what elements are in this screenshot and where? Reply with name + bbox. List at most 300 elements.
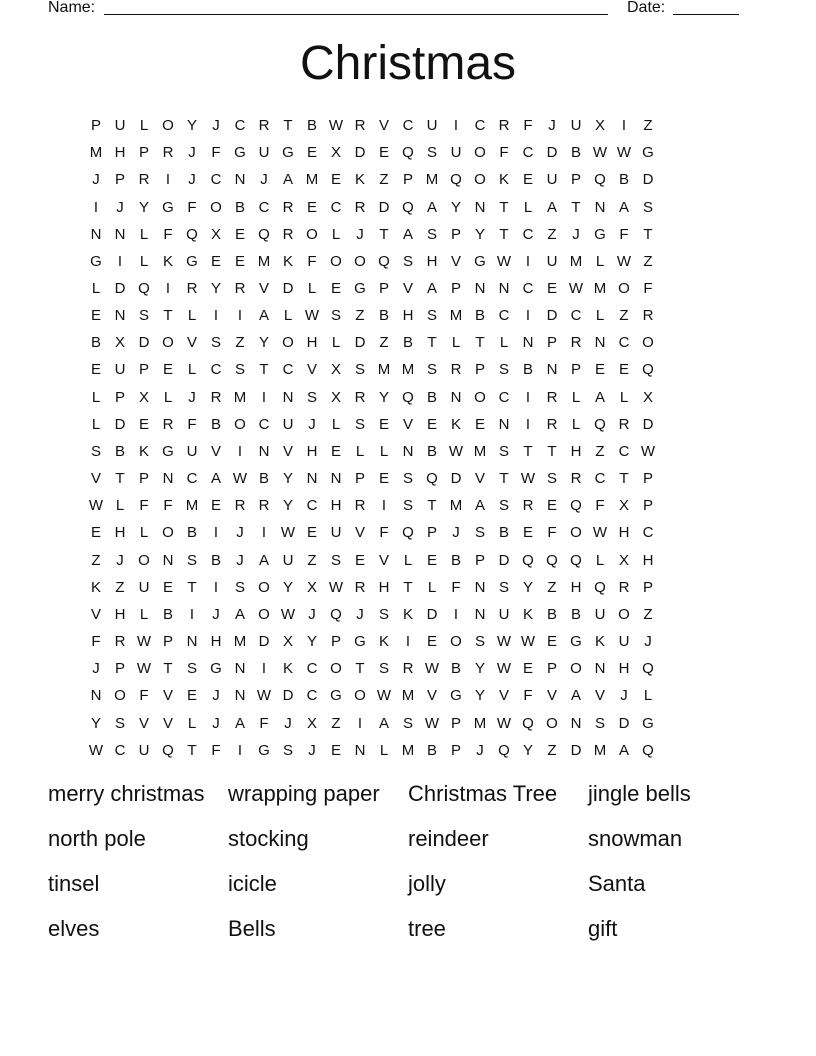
grid-letter: O	[354, 687, 366, 705]
grid-letter: L	[355, 442, 365, 460]
grid-letter: S	[210, 334, 221, 352]
grid-letter: A	[594, 388, 605, 406]
grid-letter: L	[331, 415, 341, 433]
grid-letter: T	[643, 225, 653, 243]
grid-letter: K	[498, 171, 509, 189]
grid-letter: G	[594, 225, 606, 243]
grid-letter: I	[525, 388, 531, 406]
grid-letter: R	[570, 470, 582, 488]
grid-letter: J	[212, 714, 220, 732]
grid-letter: S	[354, 415, 365, 433]
grid-letter: X	[306, 578, 317, 596]
grid-letter: M	[425, 171, 439, 189]
grid-letter: R	[282, 225, 294, 243]
grid-letter: D	[354, 144, 366, 162]
grid-letter: M	[401, 687, 415, 705]
grid-letter: I	[381, 497, 387, 515]
grid-letter: R	[522, 497, 534, 515]
grid-letter: L	[139, 225, 149, 243]
grid-letter: T	[571, 198, 581, 216]
grid-letter: B	[570, 144, 581, 162]
grid-letter: J	[452, 524, 460, 542]
grid-letter: T	[403, 578, 413, 596]
word-bank-item: Bells	[228, 916, 276, 941]
grid-letter: F	[307, 252, 317, 270]
grid-letter: R	[618, 578, 630, 596]
grid-row	[84, 411, 732, 438]
grid-letter: C	[498, 388, 510, 406]
grid-letter: W	[496, 660, 512, 678]
grid-letter: C	[570, 307, 582, 325]
grid-letter: I	[357, 714, 363, 732]
grid-letter: Y	[282, 470, 293, 488]
grid-letter: K	[354, 171, 365, 189]
grid-letter: B	[498, 524, 509, 542]
grid-letter: J	[188, 144, 196, 162]
grid-letter: M	[593, 280, 607, 298]
grid-letter: L	[187, 307, 197, 325]
word-bank-item: snowman	[588, 826, 683, 851]
grid-row	[84, 329, 732, 356]
grid-letter: U	[330, 524, 342, 542]
grid-letter: Q	[138, 280, 150, 298]
grid-letter: A	[258, 307, 269, 325]
grid-letter: R	[402, 660, 414, 678]
grid-letter: W	[304, 307, 320, 325]
grid-letter: K	[138, 442, 149, 460]
grid-letter: O	[258, 605, 270, 623]
word-bank-item: elves	[48, 916, 100, 941]
grid-letter: E	[522, 524, 533, 542]
grid-letter: R	[570, 334, 582, 352]
grid-letter: O	[234, 415, 246, 433]
grid-letter: U	[138, 578, 150, 596]
grid-letter: H	[642, 551, 654, 569]
word-bank-item: merry christmas	[48, 781, 205, 806]
grid-letter: X	[282, 633, 293, 651]
grid-letter: H	[618, 524, 630, 542]
grid-letter: X	[642, 388, 653, 406]
grid-letter: P	[114, 660, 125, 678]
grid-letter: O	[162, 117, 174, 135]
grid-letter: M	[185, 497, 199, 515]
grid-letter: E	[306, 524, 317, 542]
grid-letter: F	[139, 497, 149, 515]
grid-letter: B	[90, 334, 101, 352]
grid-letter: F	[523, 687, 533, 705]
grid-letter: H	[378, 578, 390, 596]
grid-letter: Z	[643, 252, 653, 270]
grid-letter: T	[259, 361, 269, 379]
grid-letter: E	[594, 361, 605, 379]
grid-letter: A	[426, 198, 437, 216]
grid-letter: M	[233, 388, 247, 406]
grid-letter: D	[354, 334, 366, 352]
grid-letter: C	[642, 524, 654, 542]
grid-letter: V	[186, 334, 197, 352]
grid-letter: A	[618, 741, 629, 759]
grid-letter: Z	[643, 605, 653, 623]
grid-letter: S	[498, 578, 509, 596]
grid-row	[84, 248, 732, 275]
grid-letter: I	[237, 442, 243, 460]
grid-letter: I	[165, 171, 171, 189]
grid-letter: R	[138, 171, 150, 189]
grid-letter: R	[642, 307, 654, 325]
grid-letter: L	[139, 524, 149, 542]
grid-letter: N	[474, 198, 486, 216]
grid-letter: E	[522, 660, 533, 678]
grid-letter: S	[474, 524, 485, 542]
letter-grid	[84, 112, 732, 764]
grid-letter: M	[257, 252, 271, 270]
grid-letter: E	[162, 578, 173, 596]
grid-letter: S	[402, 470, 413, 488]
grid-letter: G	[162, 442, 174, 460]
grid-letter: B	[114, 442, 125, 460]
grid-letter: C	[522, 280, 534, 298]
grid-letter: D	[450, 470, 462, 488]
grid-letter: D	[114, 415, 126, 433]
grid-row	[84, 166, 732, 193]
grid-letter: I	[261, 388, 267, 406]
grid-letter: F	[163, 225, 173, 243]
grid-letter: A	[234, 714, 245, 732]
grid-letter: Q	[258, 225, 270, 243]
grid-letter: B	[234, 198, 245, 216]
grid-letter: S	[426, 144, 437, 162]
grid-letter: C	[474, 117, 486, 135]
grid-letter: C	[210, 171, 222, 189]
grid-letter: L	[451, 334, 461, 352]
grid-letter: C	[210, 361, 222, 379]
grid-letter: V	[402, 280, 413, 298]
grid-letter: S	[114, 714, 125, 732]
grid-letter: O	[162, 334, 174, 352]
grid-letter: G	[354, 280, 366, 298]
grid-letter: W	[376, 687, 392, 705]
grid-letter: O	[162, 524, 174, 542]
grid-letter: D	[426, 605, 438, 623]
grid-letter: W	[328, 117, 344, 135]
grid-letter: N	[330, 470, 342, 488]
grid-letter: S	[498, 442, 509, 460]
date-blank-line[interactable]	[673, 14, 739, 15]
grid-letter: P	[426, 524, 437, 542]
grid-letter: L	[91, 388, 101, 406]
grid-letter: N	[498, 415, 510, 433]
word-bank-item: jingle bells	[588, 781, 691, 806]
grid-letter: B	[522, 361, 533, 379]
grid-letter: A	[258, 551, 269, 569]
grid-row	[84, 519, 732, 546]
name-blank-line[interactable]	[104, 14, 608, 15]
grid-letter: W	[232, 470, 248, 488]
grid-letter: G	[642, 714, 654, 732]
grid-letter: L	[139, 117, 149, 135]
grid-letter: G	[450, 687, 462, 705]
grid-letter: N	[474, 605, 486, 623]
grid-row	[84, 547, 732, 574]
grid-letter: D	[642, 415, 654, 433]
grid-letter: C	[282, 361, 294, 379]
grid-letter: W	[640, 442, 656, 460]
grid-letter: R	[354, 388, 366, 406]
grid-letter: X	[618, 551, 629, 569]
grid-letter: S	[426, 225, 437, 243]
grid-letter: M	[473, 442, 487, 460]
grid-letter: U	[546, 252, 558, 270]
grid-letter: D	[378, 198, 390, 216]
grid-letter: D	[258, 633, 270, 651]
grid-letter: Y	[210, 280, 221, 298]
grid-letter: V	[378, 551, 389, 569]
grid-row	[84, 492, 732, 519]
grid-letter: B	[450, 660, 461, 678]
grid-letter: Q	[546, 551, 558, 569]
word-bank-item: wrapping paper	[228, 781, 380, 806]
grid-letter: A	[618, 198, 629, 216]
grid-letter: I	[165, 280, 171, 298]
grid-letter: G	[162, 198, 174, 216]
grid-row	[84, 737, 732, 764]
grid-letter: E	[210, 252, 221, 270]
grid-letter: J	[212, 687, 220, 705]
grid-letter: B	[378, 307, 389, 325]
grid-letter: Y	[138, 198, 149, 216]
grid-letter: B	[306, 117, 317, 135]
grid-row	[84, 356, 732, 383]
grid-letter: S	[306, 388, 317, 406]
grid-letter: N	[594, 334, 606, 352]
grid-letter: O	[618, 605, 630, 623]
grid-letter: L	[331, 225, 341, 243]
grid-letter: Z	[355, 307, 365, 325]
grid-letter: Q	[594, 171, 606, 189]
grid-letter: D	[570, 741, 582, 759]
grid-letter: N	[522, 334, 534, 352]
grid-letter: S	[474, 633, 485, 651]
grid-letter: D	[114, 280, 126, 298]
grid-letter: T	[187, 741, 197, 759]
grid-letter: B	[426, 388, 437, 406]
grid-letter: S	[234, 578, 245, 596]
grid-letter: T	[547, 442, 557, 460]
grid-letter: B	[450, 551, 461, 569]
grid-letter: Q	[594, 578, 606, 596]
grid-letter: Q	[594, 415, 606, 433]
grid-letter: N	[570, 714, 582, 732]
grid-letter: N	[258, 442, 270, 460]
grid-letter: L	[283, 307, 293, 325]
grid-letter: J	[188, 171, 196, 189]
grid-letter: P	[570, 361, 581, 379]
grid-letter: K	[402, 605, 413, 623]
grid-letter: S	[330, 551, 341, 569]
word-bank-item: Santa	[588, 871, 646, 896]
grid-letter: K	[594, 633, 605, 651]
grid-letter: Z	[619, 307, 629, 325]
grid-letter: M	[305, 171, 319, 189]
word-bank-item: north pole	[48, 826, 146, 851]
grid-letter: H	[114, 144, 126, 162]
grid-letter: V	[594, 687, 605, 705]
grid-letter: Z	[547, 578, 557, 596]
grid-letter: P	[138, 470, 149, 488]
grid-letter: P	[450, 741, 461, 759]
grid-letter: C	[234, 117, 246, 135]
grid-letter: Y	[282, 578, 293, 596]
grid-letter: T	[115, 470, 125, 488]
grid-letter: J	[188, 388, 196, 406]
grid-letter: X	[114, 334, 125, 352]
grid-letter: G	[282, 144, 294, 162]
grid-letter: Q	[402, 198, 414, 216]
grid-letter: R	[234, 497, 246, 515]
grid-letter: T	[187, 578, 197, 596]
grid-letter: M	[593, 741, 607, 759]
grid-letter: U	[450, 144, 462, 162]
grid-letter: Q	[378, 252, 390, 270]
grid-letter: S	[402, 252, 413, 270]
grid-letter: F	[499, 144, 509, 162]
grid-letter: E	[210, 497, 221, 515]
grid-row	[84, 628, 732, 655]
grid-letter: I	[525, 307, 531, 325]
grid-letter: B	[210, 415, 221, 433]
grid-letter: S	[330, 307, 341, 325]
grid-letter: C	[402, 117, 414, 135]
grid-letter: L	[427, 578, 437, 596]
grid-letter: W	[280, 524, 296, 542]
grid-letter: D	[546, 307, 558, 325]
grid-letter: M	[377, 361, 391, 379]
grid-letter: Q	[570, 551, 582, 569]
grid-letter: F	[379, 524, 389, 542]
grid-letter: B	[426, 442, 437, 460]
grid-letter: N	[162, 551, 174, 569]
grid-letter: I	[117, 252, 123, 270]
grid-letter: S	[426, 307, 437, 325]
grid-letter: K	[450, 415, 461, 433]
grid-letter: D	[642, 171, 654, 189]
grid-letter: A	[234, 605, 245, 623]
grid-letter: W	[280, 605, 296, 623]
grid-letter: X	[306, 714, 317, 732]
grid-letter: C	[258, 415, 270, 433]
grid-letter: E	[546, 497, 557, 515]
grid-letter: K	[522, 605, 533, 623]
grid-letter: O	[282, 334, 294, 352]
grid-letter: R	[258, 117, 270, 135]
grid-letter: A	[426, 280, 437, 298]
grid-letter: J	[476, 741, 484, 759]
grid-letter: J	[116, 551, 124, 569]
grid-letter: F	[91, 633, 101, 651]
grid-letter: E	[234, 252, 245, 270]
grid-row	[84, 112, 732, 139]
grid-letter: E	[378, 144, 389, 162]
grid-letter: L	[403, 551, 413, 569]
grid-letter: E	[330, 741, 341, 759]
grid-letter: E	[546, 633, 557, 651]
grid-letter: I	[261, 660, 267, 678]
grid-letter: V	[162, 714, 173, 732]
grid-letter: S	[546, 470, 557, 488]
grid-letter: T	[379, 225, 389, 243]
grid-letter: V	[210, 442, 221, 460]
grid-letter: X	[618, 497, 629, 515]
grid-letter: L	[643, 687, 653, 705]
grid-letter: L	[307, 280, 317, 298]
grid-letter: P	[474, 361, 485, 379]
grid-letter: O	[546, 714, 558, 732]
grid-letter: W	[424, 660, 440, 678]
grid-letter: D	[138, 334, 150, 352]
grid-row	[84, 709, 732, 736]
grid-letter: P	[138, 361, 149, 379]
grid-letter: Q	[330, 605, 342, 623]
grid-letter: E	[474, 415, 485, 433]
grid-letter: U	[426, 117, 438, 135]
grid-letter: K	[378, 633, 389, 651]
grid-letter: B	[570, 605, 581, 623]
grid-row	[84, 275, 732, 302]
grid-letter: N	[186, 633, 198, 651]
grid-letter: L	[187, 714, 197, 732]
grid-letter: R	[282, 198, 294, 216]
grid-letter: L	[91, 280, 101, 298]
grid-letter: W	[568, 280, 584, 298]
grid-letter: X	[330, 361, 341, 379]
grid-letter: H	[306, 442, 318, 460]
grid-letter: K	[282, 252, 293, 270]
grid-letter: R	[498, 117, 510, 135]
grid-letter: P	[642, 497, 653, 515]
grid-letter: N	[114, 307, 126, 325]
grid-letter: B	[474, 307, 485, 325]
grid-letter: Q	[570, 497, 582, 515]
grid-letter: P	[402, 171, 413, 189]
grid-letter: G	[186, 252, 198, 270]
grid-letter: I	[189, 605, 195, 623]
grid-letter: G	[474, 252, 486, 270]
grid-row	[84, 465, 732, 492]
grid-row	[84, 601, 732, 628]
grid-letter: N	[90, 225, 102, 243]
grid-letter: I	[621, 117, 627, 135]
grid-letter: S	[138, 307, 149, 325]
grid-letter: F	[211, 144, 221, 162]
grid-letter: B	[210, 551, 221, 569]
grid-letter: H	[114, 524, 126, 542]
grid-letter: O	[330, 252, 342, 270]
grid-letter: B	[402, 334, 413, 352]
grid-letter: E	[618, 361, 629, 379]
grid-letter: R	[210, 388, 222, 406]
grid-letter: G	[258, 741, 270, 759]
grid-letter: S	[594, 714, 605, 732]
grid-letter: Y	[474, 225, 485, 243]
name-label: Name:	[48, 0, 96, 16]
grid-letter: Q	[450, 171, 462, 189]
grid-letter: M	[569, 252, 583, 270]
grid-letter: O	[114, 687, 126, 705]
grid-letter: P	[114, 171, 125, 189]
grid-letter: P	[450, 280, 461, 298]
grid-letter: S	[282, 741, 293, 759]
grid-letter: V	[90, 605, 101, 623]
